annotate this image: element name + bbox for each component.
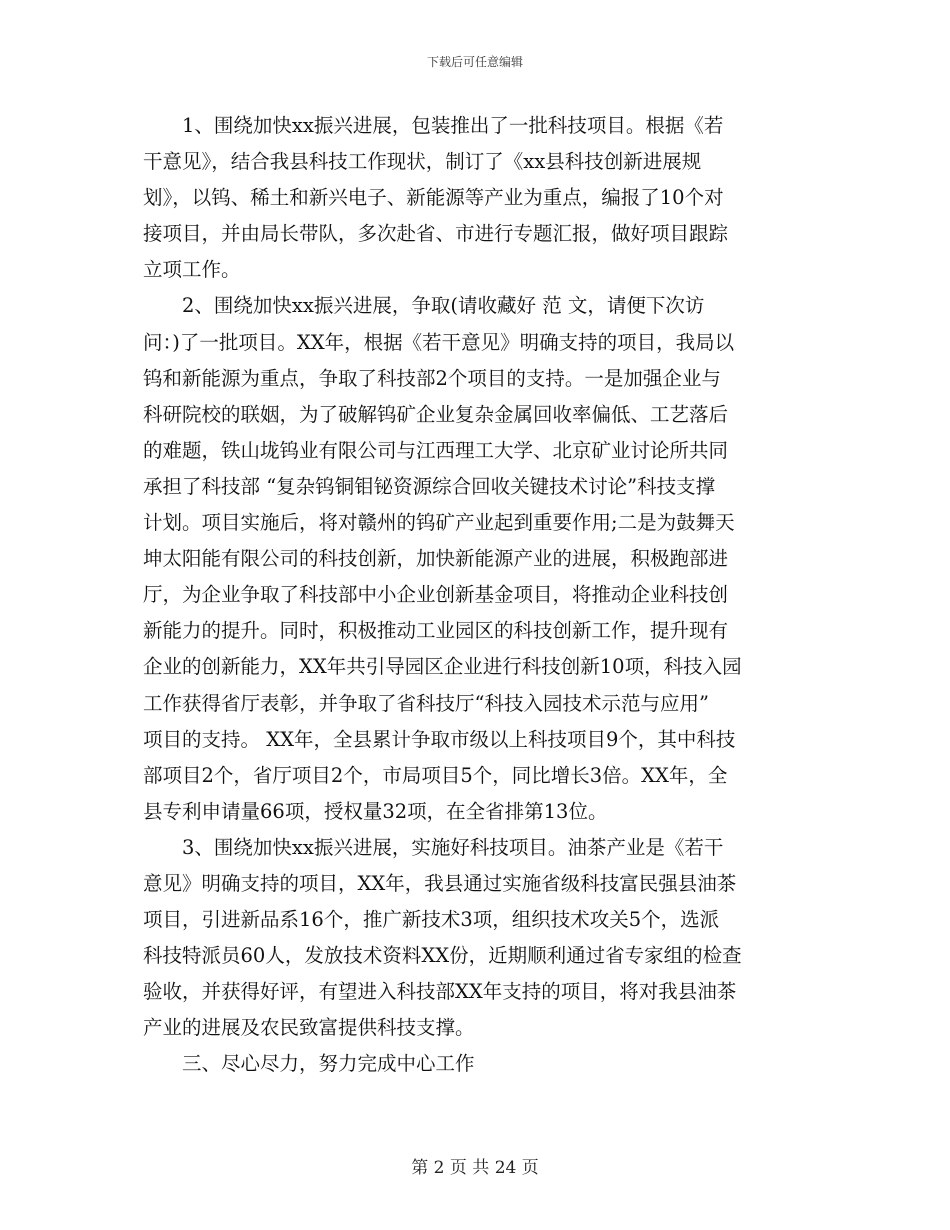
text-line: 计划。项目实施后，将对赣州的钨矿产业起到重要作用;二是为鼓舞天 xyxy=(143,511,735,535)
text-line: 的难题，铁山垅钨业有限公司与江西理工大学、北京矿业讨论所共同 xyxy=(143,438,729,462)
paragraph xyxy=(143,108,807,288)
text-line: 干意见》，结合我县科技工作现状，制订了《xx县科技创新进展规 xyxy=(143,150,702,174)
text-line: 县专利申请量66项，授权量32项，在全省排第13位。 xyxy=(143,799,608,823)
text-line: 划》，以钨、稀土和新兴电子、新能源等产业为重点，编报了10个对 xyxy=(143,186,724,210)
text-line: 接项目，并由局长带队，多次赴省、市进行专题汇报，做好项目跟踪 xyxy=(143,222,729,246)
text-line: 厅，为企业争取了科技部中小企业创新基金项目，将推动企业科技创 xyxy=(143,583,729,607)
paragraph xyxy=(143,830,807,1047)
document-body xyxy=(143,108,807,1083)
text-line: 三、尽心尽力，努力完成中心工作 xyxy=(143,1052,475,1076)
text-line: 工作获得省厅表彰，并争取了省科技厅“科技入园技术示范与应用” xyxy=(143,691,709,715)
text-line: 科研院校的联姻，为了破解钨矿企业复杂金属回收率偏低、工艺落后 xyxy=(143,402,729,426)
text-line: 问：)了一批项目。XX年，根据《若干意见》明确支持的项目，我局以 xyxy=(143,330,735,354)
text-line: 坤太阳能有限公司的科技创新，加快新能源产业的进展，积极跑部进 xyxy=(143,547,729,571)
text-line: 产业的进展及农民致富提供科技支撑。 xyxy=(143,1016,475,1040)
text-line: 2、围绕加快xx振兴进展，争取(请收藏好 范 文，请便下次访 xyxy=(143,294,705,318)
text-line: 科技特派员60人，发放技术资料XX份，近期顺利通过省专家组的检查 xyxy=(143,944,742,968)
text-line: 企业的创新能力，XX年共引导园区企业进行科技创新10项，科技入园 xyxy=(143,655,742,679)
text-line: 项目，引进新品系16个，推广新技术3项，组织技术攻关5个，选派 xyxy=(143,908,720,932)
text-line: 新能力的提升。同时，积极推动工业园区的科技创新工作，提升现有 xyxy=(143,619,729,643)
page-footer: 第 2 页 共 24 页 xyxy=(411,1158,539,1178)
page-header: 下载后可任意编辑 xyxy=(426,55,523,69)
text-line: 立项工作。 xyxy=(143,258,241,282)
text-line: 钨和新能源为重点，争取了科技部2个项目的支持。一是加强企业与 xyxy=(143,366,721,390)
text-line: 1、围绕加快xx振兴进展，包装推出了一批科技项目。根据《若 xyxy=(143,114,724,137)
text-line: 意见》明确支持的项目，XX年，我县通过实施省级科技富民强县油茶 xyxy=(143,871,737,895)
text-line: 3、围绕加快xx振兴进展，实施好科技项目。油茶产业是《若干 xyxy=(143,835,724,859)
text-line: 承担了科技部 “复杂钨铜钼铋资源综合回收关键技术讨论”科技支撑 xyxy=(143,474,716,498)
text-line: 验收，并获得好评，有望进入科技部XX年支持的项目，将对我县油茶 xyxy=(143,980,737,1004)
paragraph xyxy=(143,288,807,829)
text-line: 部项目2个，省厅项目2个，市局项目5个，同比增长3倍。XX年，全 xyxy=(143,763,728,787)
text-line: 项目的支持。 XX年，全县累计争取市级以上科技项目9个，其中科技 xyxy=(143,727,736,751)
paragraph xyxy=(143,1046,807,1082)
